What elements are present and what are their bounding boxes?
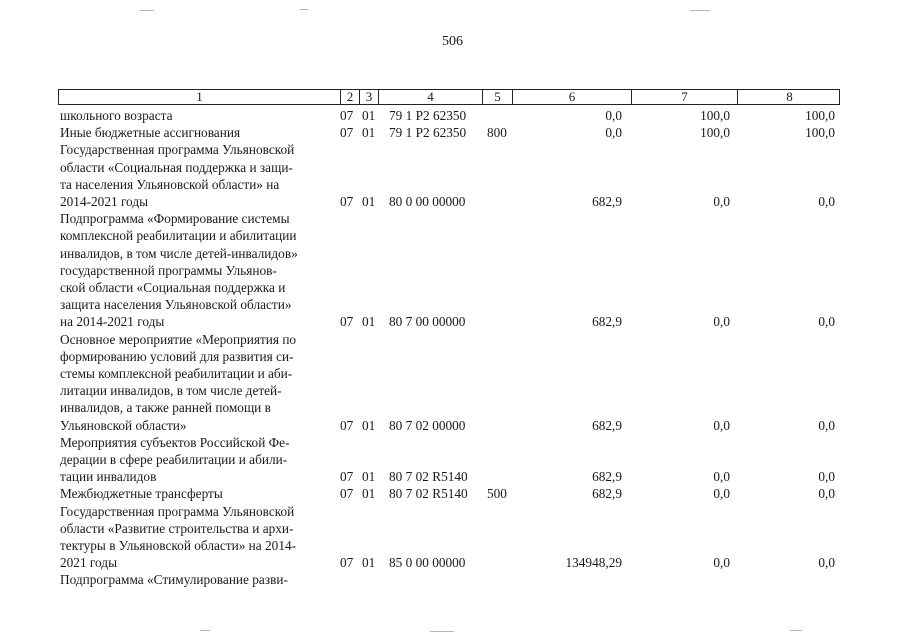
cell-c2: 07 bbox=[340, 486, 354, 502]
row-name-line: Подпрограмма «Стимулирование разви- bbox=[60, 572, 288, 588]
column-header-7: 7 bbox=[631, 90, 737, 104]
cell-c6: 0,0 bbox=[605, 108, 622, 123]
column-header-6: 6 bbox=[512, 90, 631, 104]
row-name-line: тации инвалидов bbox=[60, 469, 157, 485]
cell-c8: 0,0 bbox=[818, 486, 835, 502]
table-header-row bbox=[58, 89, 840, 105]
cell-c6: 682,9 bbox=[592, 194, 622, 209]
cell-c3: 01 bbox=[362, 555, 376, 571]
cell-c3: 01 bbox=[362, 417, 376, 433]
cell-c8: 0,0 bbox=[818, 314, 835, 330]
cell-c4: 80 7 02 R5140 bbox=[389, 469, 468, 485]
cell-c5: 800 bbox=[487, 125, 507, 141]
cell-c2: 07 bbox=[340, 555, 354, 571]
cell-c2: 07 bbox=[340, 108, 354, 123]
cell-c4: 80 7 00 00000 bbox=[389, 314, 466, 330]
cell-c4: 85 0 00 00000 bbox=[389, 555, 466, 571]
row-name-line: ской области «Социальная поддержка и bbox=[60, 280, 286, 295]
row-name-line: комплексной реабилитации и абилитации bbox=[60, 228, 297, 244]
row-name-line: Подпрограмма «Формирование системы bbox=[60, 211, 290, 227]
column-header-3: 3 bbox=[359, 90, 378, 104]
row-name bbox=[60, 571, 334, 588]
cell-c3: 01 bbox=[362, 486, 376, 502]
cell-c7: 100,0 bbox=[700, 125, 730, 141]
cell-c4: 80 0 00 00000 bbox=[389, 194, 466, 209]
row-name-line: области «Социальная поддержка и защи- bbox=[60, 159, 293, 175]
column-header-1: 1 bbox=[196, 89, 203, 104]
cell-c4: 79 1 Р2 62350 bbox=[389, 108, 467, 123]
cell-c3: 01 bbox=[362, 125, 376, 141]
cell-c8: 0,0 bbox=[818, 555, 835, 571]
cell-c8: 0,0 bbox=[818, 194, 835, 209]
column-header-4: 4 bbox=[378, 90, 482, 104]
row-name-line: стемы комплексной реабилитации и аби- bbox=[60, 366, 293, 381]
column-header-8: 8 bbox=[737, 90, 841, 104]
cell-c7: 0,0 bbox=[713, 486, 730, 502]
cell-c4: 80 7 02 R5140 bbox=[389, 486, 468, 502]
row-name-line: школьного возраста bbox=[60, 108, 173, 123]
cell-c6: 682,9 bbox=[592, 486, 622, 502]
cell-c6: 682,9 bbox=[592, 417, 622, 433]
cell-c2: 07 bbox=[340, 469, 354, 485]
cell-c2: 07 bbox=[340, 125, 354, 141]
cell-c4: 79 1 Р2 62350 bbox=[389, 125, 467, 141]
row-name-line: Основное мероприятие «Мероприятия по bbox=[60, 331, 297, 347]
cell-c3: 01 bbox=[362, 194, 376, 209]
cell-c7: 0,0 bbox=[713, 469, 730, 485]
cell-c8: 100,0 bbox=[805, 125, 835, 141]
row-name bbox=[60, 141, 334, 210]
row-name-line: 2014-2021 годы bbox=[60, 194, 149, 209]
cell-c7: 0,0 bbox=[713, 314, 730, 330]
row-name-line: инвалидов, а также ранней помощи в bbox=[60, 400, 271, 416]
row-name-line: государственной программы Ульянов- bbox=[60, 262, 277, 278]
row-name bbox=[60, 503, 334, 572]
cell-c8: 100,0 bbox=[805, 108, 835, 123]
cell-c8: 0,0 bbox=[818, 469, 835, 485]
page-number: 506 bbox=[442, 34, 463, 49]
row-name-line: тектуры в Ульяновской области» на 2014- bbox=[60, 538, 297, 553]
row-name-line: формированию условий для развития си- bbox=[60, 348, 294, 364]
row-name-line: Иные бюджетные ассигнования bbox=[60, 125, 241, 141]
cell-c7: 100,0 bbox=[700, 108, 730, 123]
row-name-line: области «Развитие строительства и архи- bbox=[60, 520, 294, 536]
row-name-line: дерации в сфере реабилитации и абили- bbox=[60, 452, 288, 467]
cell-c2: 07 bbox=[340, 194, 354, 209]
cell-c7: 0,0 bbox=[713, 417, 730, 433]
cell-c6: 682,9 bbox=[592, 469, 622, 485]
cell-c6: 134948,29 bbox=[565, 555, 622, 571]
row-name-line: литации инвалидов, в том числе детей- bbox=[60, 383, 282, 399]
cell-c8: 0,0 bbox=[818, 417, 835, 433]
row-name-line: Государственная программа Ульяновской bbox=[60, 142, 295, 158]
cell-c3: 01 bbox=[362, 469, 376, 485]
row-name-line: на 2014-2021 годы bbox=[60, 314, 165, 330]
cell-c2: 07 bbox=[340, 314, 354, 330]
cell-c7: 0,0 bbox=[713, 555, 730, 571]
row-name bbox=[60, 434, 334, 486]
row-name-line: Мероприятия субъектов Российской Фе- bbox=[60, 434, 290, 450]
row-name bbox=[60, 124, 334, 141]
row-name-line: Государственная программа Ульяновской bbox=[60, 503, 295, 519]
row-name-line: инвалидов, в том числе детей-инвалидов» bbox=[60, 245, 298, 261]
row-name bbox=[60, 107, 334, 124]
row-name-line: 2021 годы bbox=[60, 555, 118, 571]
cell-c3: 01 bbox=[362, 108, 376, 123]
column-header-5: 5 bbox=[482, 90, 512, 104]
cell-c2: 07 bbox=[340, 417, 354, 433]
row-name bbox=[60, 331, 334, 434]
cell-c4: 80 7 02 00000 bbox=[389, 417, 466, 433]
row-name-line: Межбюджетные трансферты bbox=[60, 486, 223, 502]
cell-c5: 500 bbox=[487, 486, 507, 502]
row-name-line: защита населения Ульяновской области» bbox=[60, 297, 292, 313]
row-name bbox=[60, 210, 334, 330]
cell-c3: 01 bbox=[362, 314, 376, 330]
cell-c6: 682,9 bbox=[592, 314, 622, 330]
row-name-line: та населения Ульяновской области» на bbox=[60, 176, 280, 192]
row-name bbox=[60, 485, 334, 502]
row-name-line: Ульяновской области» bbox=[60, 417, 187, 433]
cell-c7: 0,0 bbox=[713, 194, 730, 209]
column-header-2: 2 bbox=[340, 90, 359, 104]
cell-c6: 0,0 bbox=[605, 125, 622, 141]
